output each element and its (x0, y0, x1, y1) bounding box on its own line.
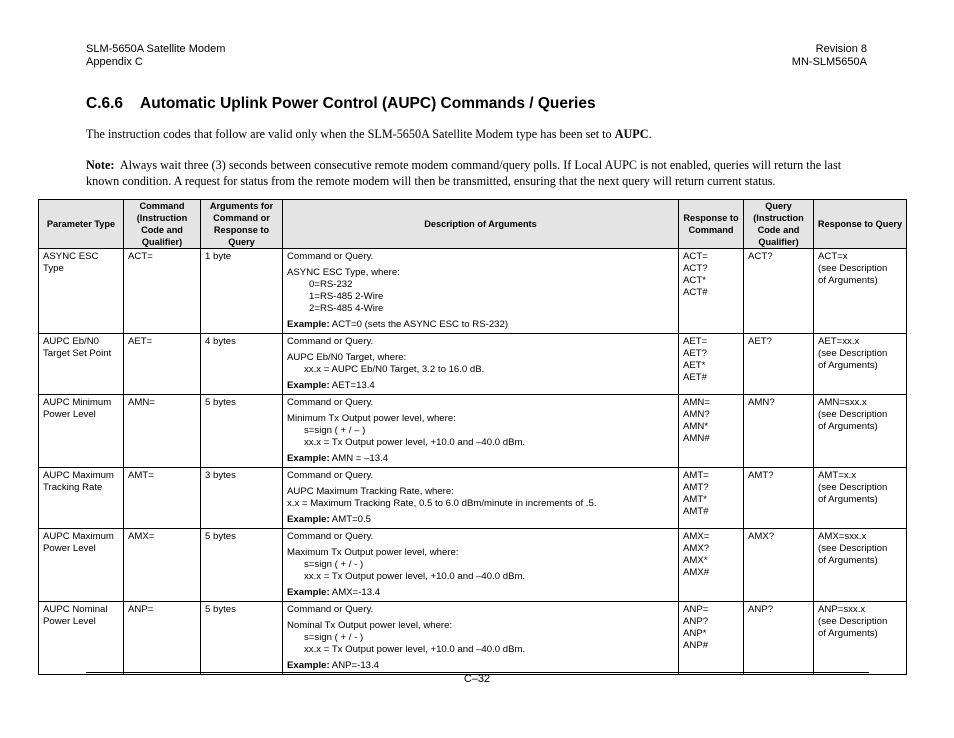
cell-description (283, 334, 679, 395)
example-label: Example: (287, 453, 330, 464)
col-header-command: Command (Instruction Code and Qualifier) (124, 200, 201, 249)
response-code: AET* (683, 360, 706, 371)
query-response-line: AMT=x.x (818, 470, 857, 481)
cell-parameter-type: ASYNC ESC Type (39, 249, 124, 334)
intro-bold: AUPC (614, 127, 649, 141)
cell-response-to-command (679, 602, 744, 675)
desc-line: x.x = Maximum Tracking Rate, 0.5 to 6.0 dBm/minute in increments of .5. (287, 498, 597, 509)
response-code: AMT? (683, 482, 709, 493)
example-value: AMT=0.5 (329, 514, 371, 525)
desc-line: Command or Query. (287, 251, 374, 262)
cell-command: AMT= (124, 468, 201, 529)
intro-end: . (648, 127, 652, 141)
desc-line: s=sign ( + / - ) (304, 559, 364, 570)
cell-arguments: 3 bytes (201, 468, 283, 529)
desc-line: xx.x = AUPC Eb/N0 Target, 3.2 to 16.0 dB. (304, 364, 485, 375)
query-response-line: (see Description (818, 482, 888, 493)
desc-line: AUPC Maximum Tracking Rate, where: (287, 486, 454, 497)
cell-parameter-type: AUPC Maximum Power Level (39, 529, 124, 602)
col-header-parameter-type: Parameter Type (39, 200, 124, 249)
desc-line: Maximum Tx Output power level, where: (287, 547, 459, 558)
query-response-line: (see Description (818, 348, 888, 359)
desc-line: Command or Query. (287, 604, 374, 615)
section-title (86, 95, 596, 113)
response-code: ANP= (683, 604, 709, 615)
desc-example (287, 587, 674, 599)
desc-example (287, 380, 674, 392)
cell-response-to-query (814, 529, 907, 602)
table-row (39, 334, 907, 395)
desc-example (287, 319, 674, 331)
cell-arguments: 5 bytes (201, 602, 283, 675)
response-code: AMX# (683, 567, 710, 578)
section-number: C.6.6 (86, 95, 124, 112)
cell-description (283, 249, 679, 334)
cell-description (283, 468, 679, 529)
cell-response-to-command (679, 395, 744, 468)
col-header-query: Query (Instruction Code and Qualifier) (744, 200, 814, 249)
table-row (39, 395, 907, 468)
cell-arguments: 4 bytes (201, 334, 283, 395)
query-response-line: of Arguments) (818, 275, 878, 286)
note-text: Always wait three (3) seconds between consecutive remote modem command/query polls. If Local AUPC is not enabled, queries will return the last known condition. A request for status from the remote modem will then be transmitted, ensuring that the next query will return current status. (86, 158, 842, 188)
cell-response-to-query (814, 602, 907, 675)
header-revision: Revision 8 (815, 43, 867, 55)
cell-command: AMX= (124, 529, 201, 602)
cell-parameter-type: AUPC Minimum Power Level (39, 395, 124, 468)
col-header-response-to-command: Response to Command (679, 200, 744, 249)
section-title-text: Automatic Uplink Power Control (AUPC) Commands / Queries (140, 95, 596, 112)
cell-response-to-command (679, 468, 744, 529)
response-code: AET= (683, 336, 708, 347)
cell-response-to-query (814, 249, 907, 334)
response-code: AMN= (683, 397, 710, 408)
desc-line: Command or Query. (287, 336, 374, 347)
response-code: AMN* (683, 421, 709, 432)
response-code: AMX? (683, 543, 710, 554)
example-value: ACT=0 (sets the ASYNC ESC to RS-232) (329, 319, 509, 330)
desc-example (287, 660, 674, 672)
header-manual-number: MN-SLM5650A (791, 55, 867, 68)
query-response-line: (see Description (818, 263, 888, 274)
query-response-line: (see Description (818, 409, 888, 420)
desc-line: 0=RS-232 (309, 279, 353, 290)
response-code: ACT? (683, 263, 708, 274)
cell-command: AET= (124, 334, 201, 395)
header-right (792, 43, 867, 68)
query-response-line: of Arguments) (818, 494, 878, 505)
response-code: ACT# (683, 287, 708, 298)
cell-description (283, 529, 679, 602)
cell-arguments: 1 byte (201, 249, 283, 334)
cell-response-to-command (679, 249, 744, 334)
cell-query: AMN? (744, 395, 814, 468)
intro-paragraph (86, 127, 652, 142)
response-code: ACT* (683, 275, 706, 286)
table-row (39, 602, 907, 675)
desc-line: s=sign ( + / – ) (304, 425, 366, 436)
example-value: AMN = –13.4 (329, 453, 389, 464)
cell-command: ACT= (124, 249, 201, 334)
example-label: Example: (287, 660, 330, 671)
cell-description (283, 602, 679, 675)
query-response-line: AMN=sxx.x (818, 397, 867, 408)
example-label: Example: (287, 319, 330, 330)
desc-line: Command or Query. (287, 397, 374, 408)
cell-parameter-type: AUPC Eb/N0 Target Set Point (39, 334, 124, 395)
response-code: AMN? (683, 409, 710, 420)
cell-command: AMN= (124, 395, 201, 468)
response-code: ANP# (683, 640, 709, 651)
response-code: ANP* (683, 628, 707, 639)
query-response-line: AMX=sxx.x (818, 531, 867, 542)
example-label: Example: (287, 587, 330, 598)
desc-line: xx.x = Tx Output power level, +10.0 and –40.0 dBm. (304, 437, 526, 448)
cell-query: AMX? (744, 529, 814, 602)
desc-line: 2=RS-485 4-Wire (309, 303, 384, 314)
response-code: AMT* (683, 494, 707, 505)
cell-command: ANP= (124, 602, 201, 675)
table-header-row (39, 200, 907, 249)
cell-description (283, 395, 679, 468)
response-code: AMT# (683, 506, 709, 517)
cell-parameter-type: AUPC Maximum Tracking Rate (39, 468, 124, 529)
command-table (38, 199, 907, 675)
cell-query: ANP? (744, 602, 814, 675)
response-code: AMT= (683, 470, 709, 481)
desc-line: Nominal Tx Output power level, where: (287, 620, 453, 631)
header-product: SLM-5650A Satellite Modem (86, 43, 226, 55)
query-response-line: of Arguments) (818, 555, 878, 566)
query-response-line: (see Description (818, 616, 888, 627)
response-code: AMN# (683, 433, 710, 444)
response-code: AMX= (683, 531, 710, 542)
example-label: Example: (287, 380, 330, 391)
cell-response-to-query (814, 334, 907, 395)
intro-text: The instruction codes that follow are valid only when the SLM-5650A Satellite Modem type has been set to (86, 127, 615, 141)
cell-arguments: 5 bytes (201, 529, 283, 602)
cell-response-to-command (679, 334, 744, 395)
example-label: Example: (287, 514, 330, 525)
note-paragraph (86, 157, 876, 189)
query-response-line: of Arguments) (818, 421, 878, 432)
desc-line: ASYNC ESC Type, where: (287, 267, 400, 278)
cell-response-to-command (679, 529, 744, 602)
cell-response-to-query (814, 395, 907, 468)
col-header-arguments: Arguments for Command or Response to Query (201, 200, 283, 249)
col-header-response-to-query: Response to Query (814, 200, 907, 249)
desc-example (287, 453, 674, 465)
desc-line: s=sign ( + / - ) (304, 632, 364, 643)
header-left (86, 43, 225, 68)
response-code: AMX* (683, 555, 708, 566)
desc-line: xx.x = Tx Output power level, +10.0 and –40.0 dBm. (304, 644, 526, 655)
cell-response-to-query (814, 468, 907, 529)
cell-arguments: 5 bytes (201, 395, 283, 468)
note-label: Note: (86, 158, 115, 172)
query-response-line: (see Description (818, 543, 888, 554)
response-code: AET# (683, 372, 707, 383)
response-code: ACT= (683, 251, 708, 262)
example-value: ANP=-13.4 (329, 660, 380, 671)
desc-example (287, 514, 674, 526)
query-response-line: AET=xx.x (818, 336, 860, 347)
example-value: AET=13.4 (329, 380, 375, 391)
desc-line: Minimum Tx Output power level, where: (287, 413, 456, 424)
example-value: AMX=-13.4 (329, 587, 381, 598)
header-appendix: Appendix C (86, 55, 143, 68)
page-number: C–32 (463, 673, 491, 685)
table-row (39, 529, 907, 602)
cell-query: AET? (744, 334, 814, 395)
cell-query: ACT? (744, 249, 814, 334)
desc-line: AUPC Eb/N0 Target, where: (287, 352, 407, 363)
query-response-line: ACT=x (818, 251, 848, 262)
table-row (39, 468, 907, 529)
response-code: AET? (683, 348, 707, 359)
query-response-line: of Arguments) (818, 360, 878, 371)
cell-query: AMT? (744, 468, 814, 529)
desc-line: xx.x = Tx Output power level, +10.0 and –40.0 dBm. (304, 571, 526, 582)
col-header-description: Description of Arguments (283, 200, 679, 249)
query-response-line: ANP=sxx.x (818, 604, 866, 615)
desc-line: 1=RS-485 2-Wire (309, 291, 384, 302)
query-response-line: of Arguments) (818, 628, 878, 639)
table-row (39, 249, 907, 334)
desc-line: Command or Query. (287, 531, 374, 542)
desc-line: Command or Query. (287, 470, 374, 481)
cell-parameter-type: AUPC Nominal Power Level (39, 602, 124, 675)
response-code: ANP? (683, 616, 709, 627)
